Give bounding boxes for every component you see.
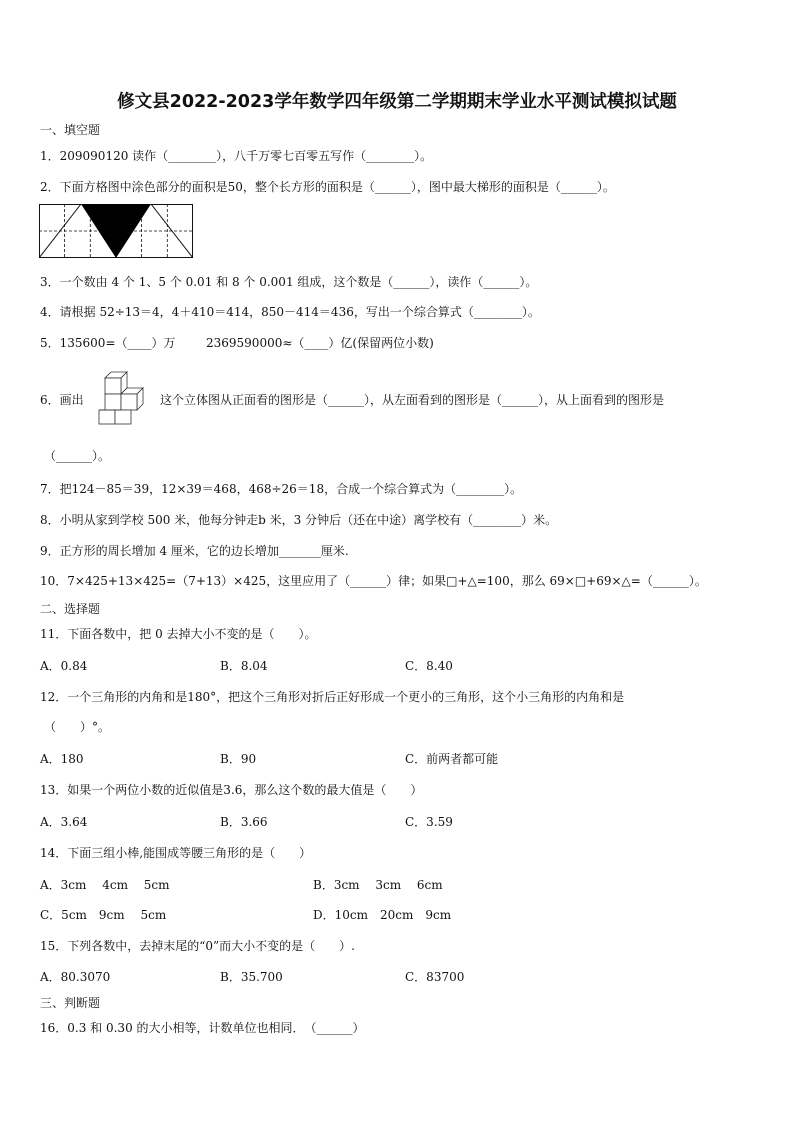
question-11: 11．下面各数中，把 0 去掉大小不变的是（ ）。 [40,627,317,641]
question-15: 15．下列各数中，去掉末尾的“0”而大小不变的是（ ）. [40,939,355,953]
grid-figure [39,204,193,258]
q14-option-c: C．5cm 9cm 5cm [40,908,167,922]
q11-option-b: B．8.04 [220,659,268,673]
q14-option-b: B．3cm 3cm 6cm [313,878,443,892]
q12-option-a: A．180 [40,752,84,766]
q12-option-b: B．90 [220,752,257,766]
question-3: 3．一个数由 4 个 1、5 个 0.01 和 8 个 0.001 组成，这个数是（______），读作（______）。 [40,275,538,289]
page-title: 修文县2022-2023学年数学四年级第二学期期末学业水平测试模拟试题 [117,92,677,112]
question-16: 16．0.3 和 0.30 的大小相等，计数单位也相同． （______） [40,1021,365,1035]
question-12b: （ ）°。 [44,720,111,734]
cube-stack-figure [97,370,147,426]
question-6b: 这个立体图从正面看的图形是（______），从左面看到的图形是（______），从上面看到的图形是 [160,393,665,407]
section-choice: 二、选择题 [40,602,101,616]
section-judge: 三、判断题 [40,996,101,1010]
q15-option-a: A．80.3070 [40,970,111,984]
question-6a: 6．画出 [40,393,84,407]
question-13: 13．如果一个两位小数的近似值是3.6，那么这个数的最大值是（ ） [40,783,423,797]
q13-option-c: C．3.59 [405,815,453,829]
question-4: 4．请根据 52÷13＝4，4＋410＝414，850－414＝436，写出一个综合算式（________）。 [40,305,540,319]
q15-option-c: C．83700 [405,970,465,984]
question-9: 9．正方形的周长增加 4 厘米，它的边长增加_______厘米. [40,544,349,558]
question-8: 8．小明从家到学校 500 米，他每分钟走b 米，3 分钟后（还在中途）离学校有（________）米。 [40,513,558,527]
question-14: 14．下面三组小棒,能围成等腰三角形的是（ ） [40,846,312,860]
q12-option-c: C．前两者都可能 [405,752,499,766]
q11-option-c: C．8.40 [405,659,453,673]
question-7: 7．把124－85＝39，12×39＝468，468÷26＝18，合成一个综合算式为（________）。 [40,482,523,496]
q11-option-a: A．0.84 [40,659,88,673]
question-6c: （______）。 [44,449,111,463]
question-1: 1．209090120 读作（________），八千万零七百零五写作（________）。 [40,149,433,163]
section-fill-blank: 一、填空题 [40,123,101,137]
q13-option-a: A．3.64 [40,815,88,829]
q14-option-a: A．3cm 4cm 5cm [40,878,170,892]
q14-option-d: D．10cm 20cm 9cm [313,908,452,922]
question-12a: 12．一个三角形的内角和是180°，把这个三角形对折后正好形成一个更小的三角形，这个小三角形的内角和是 [40,690,625,704]
question-5b: 2369590000≈（____）亿(保留两位小数) [206,336,434,350]
q13-option-b: B．3.66 [220,815,268,829]
question-5a: 5．135600=（____）万 [40,336,176,350]
question-2: 2．下面方格图中涂色部分的面积是50，整个长方形的面积是（______），图中最大梯形的面积是（______）。 [40,180,615,194]
question-10: 10．7×425+13×425=（7+13）×425，这里应用了（______）律；如果□+△=100，那么 69×□+69×△=（______）。 [40,574,707,588]
q15-option-b: B．35.700 [220,970,283,984]
